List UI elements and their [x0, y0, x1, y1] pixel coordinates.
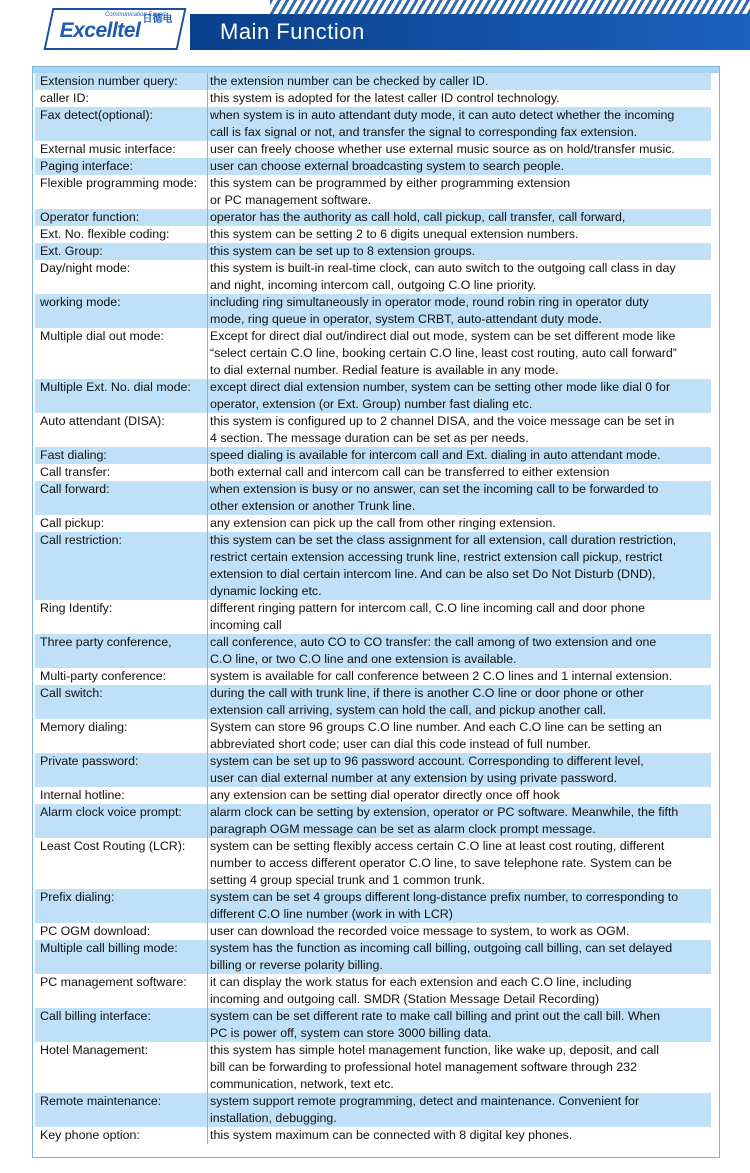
feature-label: External music interface: — [40, 142, 176, 156]
logo-chinese-text: 日德电 — [142, 14, 173, 25]
table-row — [35, 804, 711, 838]
feature-label: Multiple dial out mode: — [40, 329, 164, 343]
feature-label: Call forward: — [40, 482, 110, 496]
table-row — [35, 1042, 711, 1093]
table-row — [35, 1008, 711, 1042]
table-row — [35, 413, 711, 447]
table-row — [35, 107, 711, 141]
feature-description: both external call and intercom call can be transferred to either extension — [207, 464, 711, 481]
table-row — [35, 175, 711, 209]
feature-label: Multi-party conference: — [40, 669, 167, 683]
feature-description: this system can be programmed by either programming extension or PC management software. — [207, 175, 711, 209]
table-row — [35, 634, 711, 668]
table-row — [35, 923, 711, 940]
feature-description: system can be set 4 groups different long-distance prefix number, to corresponding to different C.O line number (work in with LCR) — [207, 889, 711, 923]
feature-description: when system is in auto attendant duty mode, it can auto detect whether the incoming call is fax signal or not, and transfer the signal to corresponding fax extension. — [207, 107, 711, 141]
table-row — [35, 447, 711, 464]
feature-label: Least Cost Routing (LCR): — [40, 839, 186, 853]
feature-label: Call restriction: — [40, 533, 122, 547]
feature-label: Fast dialing: — [40, 448, 107, 462]
table-row — [35, 515, 711, 532]
feature-description: user can freely choose whether use external music source as on hold/transfer music. — [207, 141, 711, 158]
feature-label: Ext. No. flexible coding: — [40, 227, 170, 241]
feature-description: system support remote programming, detect and maintenance. Convenient for installation, debugging. — [207, 1093, 711, 1127]
feature-label: Multiple call billing mode: — [40, 941, 178, 955]
header-banner — [0, 0, 750, 62]
table-row — [35, 974, 711, 1008]
logo-tagline: Communication Expert — [104, 12, 166, 18]
table-row — [35, 226, 711, 243]
table-row — [35, 838, 711, 889]
feature-label: Ext. Group: — [40, 244, 103, 258]
feature-label: Day/night mode: — [40, 261, 131, 275]
feature-description: call conference, auto CO to CO transfer: the call among of two extension and one C.O line, or two C.O line and one extension is available. — [207, 634, 711, 668]
feature-label: Memory dialing: — [40, 720, 128, 734]
feature-description: system can be set up to 96 password account. Corresponding to different level, user can dial external number at any extension by using private password. — [207, 753, 711, 787]
feature-description: system has the function as incoming call billing, outgoing call billing, can set delayed billing or reverse polarity billing. — [207, 940, 711, 974]
feature-description: during the call with trunk line, if there is another C.O line or door phone or other extension call arriving, system can hold the call, and pickup another call. — [207, 685, 711, 719]
feature-label: Alarm clock voice prompt: — [40, 805, 182, 819]
table-row — [35, 260, 711, 294]
feature-label: working mode: — [40, 295, 121, 309]
feature-description: any extension can be setting dial operator directly once off hook — [207, 787, 711, 804]
feature-description: alarm clock can be setting by extension, operator or PC software. Meanwhile, the fifth paragraph OGM message can be set as alarm clock prompt message. — [207, 804, 711, 838]
feature-label: Paging interface: — [40, 159, 133, 173]
table-row — [35, 464, 711, 481]
feature-description: including ring simultaneously in operator mode, round robin ring in operator duty mode, ring queue in operator, system CRBT, auto-attendant duty mode. — [207, 294, 711, 328]
feature-label: Auto attendant (DISA): — [40, 414, 165, 428]
table-row — [35, 141, 711, 158]
table-row — [35, 685, 711, 719]
feature-label: Private password: — [40, 754, 139, 768]
feature-label: Fax detect(optional): — [40, 108, 153, 122]
feature-description: different ringing pattern for intercom call, C.O line incoming call and door phone incoming call — [207, 600, 711, 634]
feature-description: system is available for call conference between 2 C.O lines and 1 internal extension. — [207, 668, 711, 685]
table-row — [35, 481, 711, 515]
table-row — [35, 532, 711, 600]
feature-label: Call switch: — [40, 686, 103, 700]
feature-label: Ring Identify: — [40, 601, 113, 615]
feature-description: this system maximum can be connected with 8 digital key phones. — [207, 1127, 711, 1144]
feature-label: Internal hotline: — [40, 788, 125, 802]
feature-label: Call pickup: — [40, 516, 105, 530]
feature-description: this system can be set the class assignment for all extension, call duration restriction, restrict certain extension accessing trunk line, restrict extension call pickup, restrict extension to dial certain intercom line. And can be also set Do Not Disturb (DND), dynamic locking etc. — [207, 532, 711, 600]
feature-description: System can store 96 groups C.O line number. And each C.O line can be setting an abbreviated short code; user can dial this code instead of full number. — [207, 719, 711, 753]
feature-label: Call billing interface: — [40, 1009, 151, 1023]
feature-description: system can be set different rate to make call billing and print out the call bill. When PC is power off, system can store 3000 billing data. — [207, 1008, 711, 1042]
feature-description: when extension is busy or no answer, can set the incoming call to be forwarded to other extension or another Trunk line. — [207, 481, 711, 515]
feature-description: this system is adopted for the latest caller ID control technology. — [207, 90, 711, 107]
feature-label: Prefix dialing: — [40, 890, 115, 904]
feature-description: the extension number can be checked by caller ID. — [207, 73, 711, 90]
feature-label: Three party conference, — [40, 635, 172, 649]
table-row — [35, 787, 711, 804]
feature-description: this system can be setting 2 to 6 digits unequal extension numbers. — [207, 226, 711, 243]
feature-label: Flexible programming mode: — [40, 176, 198, 190]
feature-description: system can be setting flexibly access certain C.O line at least cost routing, different number to access different operator C.O line, to save telephone rate. System can be setting 4 group special trunk and 1 common trunk. — [207, 838, 711, 889]
feature-label: Remote maintenance: — [40, 1094, 162, 1108]
table-row — [35, 243, 711, 260]
feature-label: PC OGM download: — [40, 924, 151, 938]
table-row — [35, 1127, 711, 1144]
title-band — [190, 14, 750, 50]
feature-label: caller ID: — [40, 91, 89, 105]
table-row — [35, 719, 711, 753]
table-row — [35, 379, 711, 413]
table-row — [35, 73, 711, 90]
table-row — [35, 1093, 711, 1127]
logo-wordmark: Excelltel — [59, 19, 141, 42]
feature-description: speed dialing is available for intercom call and Ext. dialing in auto attendant mode. — [207, 447, 711, 464]
table-row — [35, 158, 711, 175]
feature-description: except direct dial extension number, system can be setting other mode like dial 0 for operator, extension (or Ext. Group) number fast dialing etc. — [207, 379, 711, 413]
function-table — [35, 73, 711, 1144]
feature-label: Operator function: — [40, 210, 140, 224]
feature-description: Except for direct dial out/indirect dial out mode, system can be set different mode like “select certain C.O line, booking certain C.O line, least cost routing, auto call forward” to dial external number. Redial feature is available in any mode. — [207, 328, 711, 379]
feature-description: user can download the recorded voice message to system, to work as OGM. — [207, 923, 711, 940]
feature-label: Extension number query: — [40, 74, 178, 88]
feature-label: Multiple Ext. No. dial mode: — [40, 380, 191, 394]
table-row — [35, 753, 711, 787]
table-row — [35, 294, 711, 328]
table-row — [35, 209, 711, 226]
feature-label: PC management software: — [40, 975, 187, 989]
table-row — [35, 668, 711, 685]
feature-description: it can display the work status for each extension and each C.O line, including incoming and outgoing call. SMDR (Station Message Detail Recording) — [207, 974, 711, 1008]
table-row — [35, 889, 711, 923]
page-title: Main Function — [220, 19, 365, 44]
feature-label: Hotel Management: — [40, 1043, 149, 1057]
brand-logo — [44, 8, 187, 50]
feature-description: any extension can pick up the call from other ringing extension. — [207, 515, 711, 532]
feature-description: this system is built-in real-time clock, can auto switch to the outgoing call class in day and night, incoming intercom call, outgoing C.O line priority. — [207, 260, 711, 294]
feature-description: this system can be set up to 8 extension groups. — [207, 243, 711, 260]
feature-description: this system is configured up to 2 channel DISA, and the voice message can be set in 4 section. The message duration can be set as per needs. — [207, 413, 711, 447]
table-row — [35, 600, 711, 634]
feature-label: Key phone option: — [40, 1128, 140, 1142]
table-row — [35, 940, 711, 974]
feature-description: user can choose external broadcasting system to search people. — [207, 158, 711, 175]
feature-label: Call transfer: — [40, 465, 111, 479]
feature-description: operator has the authority as call hold, call pickup, call transfer, call forward, — [207, 209, 711, 226]
table-row — [35, 328, 711, 379]
table-row — [35, 90, 711, 107]
feature-description: this system has simple hotel management function, like wake up, deposit, and call bill can be forwarding to professional hotel management software through 232 communication, network, text etc. — [207, 1042, 711, 1093]
